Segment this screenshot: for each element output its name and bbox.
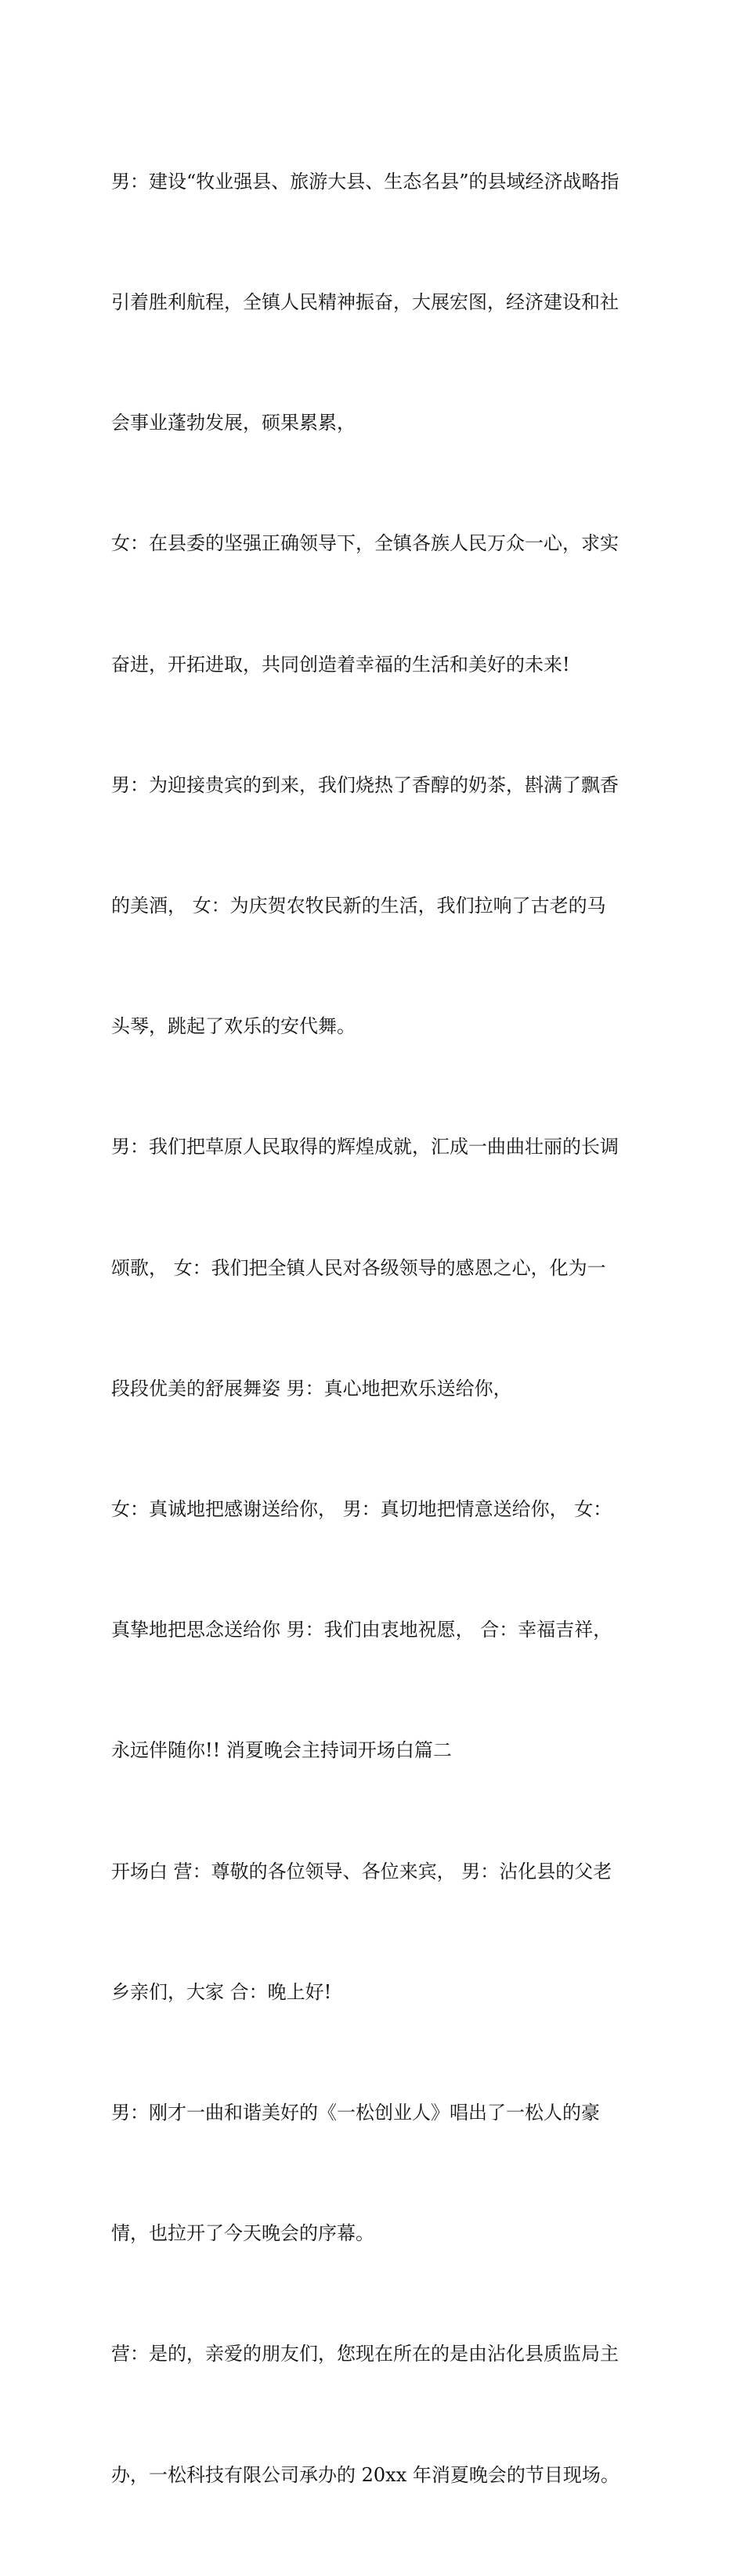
- text-line-1: 男：建设“牧业强县、旅游大县、生态名县”的县域经济战略指: [111, 170, 619, 193]
- text-line-12: 女：真诚地把感谢送给你， 男：真切地把情意送给你， 女：: [111, 1498, 612, 1521]
- text-line-9: 男：我们把草原人民取得的辉煌成就，汇成一曲曲壮丽的长调: [111, 1136, 619, 1158]
- text-line-15: 开场白 营：尊敬的各位领导、各位来宾， 男：沾化县的父老: [111, 1860, 612, 1882]
- text-line-8: 头琴，跳起了欢乐的安代舞。: [111, 1015, 356, 1038]
- text-line-18: 情，也拉开了今天晚会的序幕。: [111, 2222, 374, 2245]
- text-line-7: 的美酒， 女：为庆贺农牧民新的生活，我们拉响了古老的马: [111, 895, 606, 917]
- text-line-3: 会事业蓬勃发展，硕果累累，: [111, 412, 356, 434]
- text-line-5: 奋进，开拓进取，共同创造着幸福的生活和美好的未来!: [111, 653, 570, 676]
- text-line-11: 段段优美的舒展舞姿 男：真心地把欢乐送给你，: [111, 1377, 512, 1400]
- text-line-2: 引着胜利航程，全镇人民精神振奋，大展宏图，经济建设和社: [111, 291, 619, 314]
- text-line-4: 女：在县委的坚强正确领导下，全镇各族人民万众一心，求实: [111, 532, 619, 555]
- text-line-17: 男：刚才一曲和谐美好的《一松创业人》唱出了一松人的豪: [111, 2102, 600, 2124]
- text-line-16: 乡亲们，大家 合：晚上好!: [111, 1980, 332, 2003]
- text-line-20: 办，一松科技有限公司承办的 20xx 年消夏晚会的节目现场。: [111, 2463, 619, 2486]
- text-line-19: 营：是的，亲爱的朋友们，您现在所在的是由沾化县质监局主: [111, 2343, 619, 2365]
- text-line-6: 男：为迎接贵宾的到来，我们烧热了香醇的奶茶，斟满了飘香: [111, 773, 619, 796]
- document-body: [111, 81, 644, 2576]
- text-line-14: 永远伴随你!! 消夏晚会主持词开场白篇二: [111, 1739, 452, 1762]
- text-line-13: 真挚地把思念送给你 男：我们由衷地祝愿， 合：幸福吉祥，: [111, 1619, 612, 1641]
- text-line-10: 颂歌， 女：我们把全镇人民对各级领导的感恩之心，化为一: [111, 1256, 606, 1279]
